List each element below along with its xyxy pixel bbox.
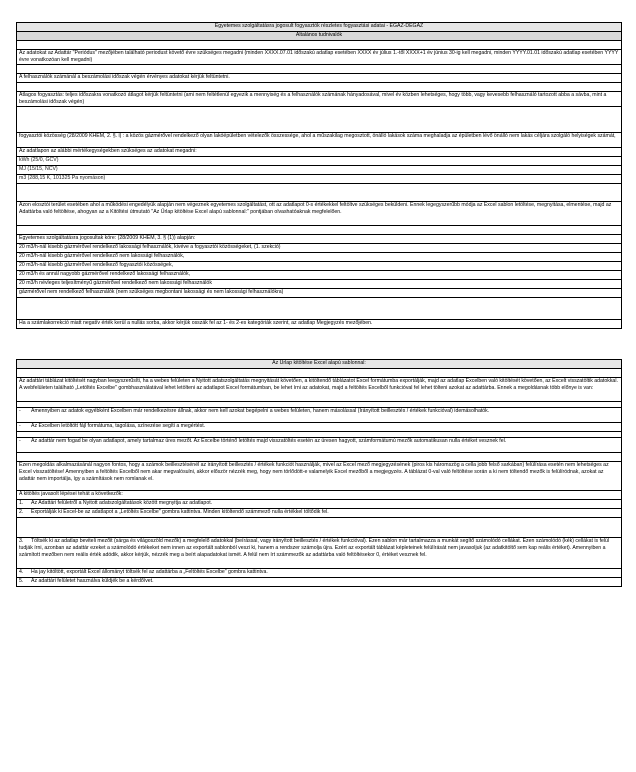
paragraph-community: fogyasztói közösség (28/2009 KHEM, 2. §. i) : a közös gázmérővel rendelkező olyan lakóépületben vételezők összessége, ahol a műszakilag megosztott, önálló lakások száma meghaladja az épületben lévő önálló nem lakás céljára szolgáló helyiségek számát, [17,133,621,148]
section-subtitle: Általános tudnivalók [17,32,621,41]
section-title: Az Űrlap kitöltése Excel alapú sablonnal: [17,360,621,369]
blank-row [17,83,621,92]
paragraph-eligible: Egyetemes szolgáltatásra jogosultak köre: (28/2009 KHEM, 3. § (1)) alapján: [17,235,621,244]
step-item: 1. Az Adattári felületről a Nyitott adatszolgáltatások között megnyitja az adatlapot. [17,500,621,509]
paragraph-steps-intro: A kitöltés javasolt lépései tehát a következők: [17,491,621,500]
blank-row [17,65,621,74]
blank-row [17,298,621,320]
step-item: 4. Ha jay kitöltött, exportált Excel állományt töltsék fel az adattárba a „Feltöltés Excelbe" gombra kattintva. [17,569,621,578]
section-general [16,22,622,329]
paragraph-excel-intro: Az adattári táblázat kitöltését nagyban leegyszerűsíti, ha a webes felületen a Nyitott adatszolgáltatás megnyitását követően, a kitöltendő táblázatot Excel formátumba exportálják, majd az adatlap Excelben való kitöltését követően, az Excelt visszatöltik adatokkal. A webfelületen található „Letöltés Excelbe" gombhasználatával lehet letölteni az adatlapot Excel formátumban, be lehet írni az adatokat, majd a feltöltés Excelből funkcióval fel lehet tölteni azokat az adattárba. Ennek a megoldásnak több előnye is van: [17,378,621,402]
step-item: 2. Exportálják ki Excel-be az adatlapot a „Letöltés Excelbe" gombra kattintva. Minden kitöltendő számmező nulla értékkel töltődik fel. [17,509,621,518]
paragraph-zero-values: Azon elosztói terület esetében ahol a működési engedélyük alapján nem végeznek egyetemes szolgáltatást, ott az adatlapot 0-s értékekkel feltöltve szükséges beküldeni. Ennek legegyszerűbb módja az Excel sablon letöltése, megnyitása, elmentése, majd az Adattárba való feltöltése, ahogyan az a Kitöltési útmutató "Az Űrlap kitöltése Excel alapú sablonnal:" pontjában olvashatóaknak megfelelően. [17,202,621,226]
paragraph-correction: Ha a számlakorrekció miatt negatív érték kerül a nullás sorba, akkor kérjük osszák fel az 1- és 2-es kategóriák szerint, az adatlap Megjegyzés mezőjében. [17,320,621,329]
blank-row [17,369,621,378]
blank-row [17,518,621,538]
unit-m3: m3 (288,15 K, 101325 Pa nyomáson) [17,175,621,184]
paragraph-warning: Ezen megoldás alkalmazásánál nagyon fontos, hogy a számok beillesztésénél az irányított beillesztés / értékek funkciót használják, mivel az Excel mező megjegyzésének (piros kis háromszög a cella jobb felső sarkában) felülírása esetén nem lehetséges az Excel visszatöltése! Amennyiben a feltöltés Excelből nem akar megvalósulni, akkor először nézzék meg, hogy nem törlődött-e valamelyik Excel mezőből a megjegyzés. A táblázat 0-val való feltöltése során a ki nem töltendő mezők is felülíródnak, azokat az adattár nem importálja, így a számítások nem romlanak el. [17,462,621,491]
category-row: 20 m3/h névleges teljesítményű gázmérővel rendelkező nem lakossági felhasználók [17,280,621,289]
paragraph-units-intro: Az adatlapon az alábbi mértékegységekben szükséges az adatokat megadni: [17,148,621,157]
document-sheet [16,22,622,587]
paragraph-period: Az adatokat az Adattár "Periódus" mezőjében található periodust követő évre szükséges megadni (minden XXXX.07.01 időszakú adatlap esetében XXXX év július 1.-től XXXX+1 év június 30-ig kell megadni, minden YYYY.01.01 időszakú adatlap esetében YYYY évre vonatkozóan kell megadni) [17,50,621,65]
blank-row [17,453,621,462]
bullet-item: - Az Excelben letöltött fájl formátuma, tagolása, színezése segíti a megértést. [17,423,621,432]
paragraph-user-count: A felhasználók számánál a beszámolási időszak végén érvényes adatokat kérjük feltüntetni. [17,74,621,83]
step-item: 3. Töltsék ki az adatlap beviteli mezőit (sárga és világoszöld mezők) a megfelelő adatokkal (beírással, vagy irányított beillesztés / értékek funkcióval). Ezen sablon már tartalmazza a munkát segítő számolódó cellákat. Ezen számolódó (kék) cellákat is felül tudják írni, azonban az adattár ezeket a számolódó értékeket nem innen az exportált sablonból veszi ki, hanem a rendszer számolja újra. Ezért az exportált táblázat képleteinek felülírását nem javasoljuk (az adatkitöltő sem kap reális értéket). Amennyiben a számított mezőben nem reális érték adódik, akkor kérjük, nézzék meg a beírt alapadatokat ismét. A felül nem írt számmezők az adattárba való feltöltésekor 0, értéket vesznek fel. [17,538,621,569]
category-row: 20 m3/h-nál kisebb gázmérővel rendelkező fogyasztói közösségek, [17,262,621,271]
bullet-item: - Amennyiben az adatok egyébként Excelben már rendelkezésre állnak, akkor nem kell azokat begépelni a webes felületen, hanem másolással (Irányított beillesztés / értékek funkcióval) idemásolhatók. [17,408,621,423]
step-item: 5. Az adattári felületet használva küldjék be a kérdőívet. [17,578,621,587]
section-gap [16,329,622,359]
blank-row [17,107,621,133]
category-row: 20 m3/h-nál kisebb gázmérővel rendelkező lakossági felhasználók, kivéve a fogyasztói közösségeket, (1. szekció) [17,244,621,253]
category-row: gázmérővel nem rendelkező felhasználók (nem szükséges megbontani lakossági és nem lakossági felhasználókra) [17,289,621,298]
paragraph-average: Átlagos fogyasztás: teljes időszakra vonatkozó átlagot kérjük feltüntetni (ami nem feltétlenül egyezik a mennyiség és a felhasználók számának hányadosával, mivel év közben lehetséges, hogy több, vagy kevesebb felhasználó tartozott abba a sávba, mint a beszámolási időszak végén) [17,92,621,107]
category-row: 20 m3/h-nál kisebb gázmérővel rendelkező nem lakossági felhasználók, [17,253,621,262]
section-excel-template [16,359,622,587]
blank-row [17,184,621,202]
blank-row [17,226,621,235]
unit-mj: MJ (15/15, NCV) [17,166,621,175]
unit-kwh: kWh (25/0, GCV) [17,157,621,166]
section-title: Egyetemes szolgáltatásra jogosult fogyasztók részletes fogyasztási adatai - ÉGÁZ-DÉGÁZ [17,23,621,32]
category-row: 20 m3/h és annál nagyobb gázmérővel rendelkező lakossági felhasználók, [17,271,621,280]
blank-row [17,41,621,50]
bullet-item: - Az adattár nem fogad be olyan adatlapot, amely tartalmaz üres mezőt. Az Excelbe történő letöltés majd visszatöltés esetén az üresen hagyott, számformátumú mezők automatikusan nulla értéket vesznek fel. [17,438,621,453]
